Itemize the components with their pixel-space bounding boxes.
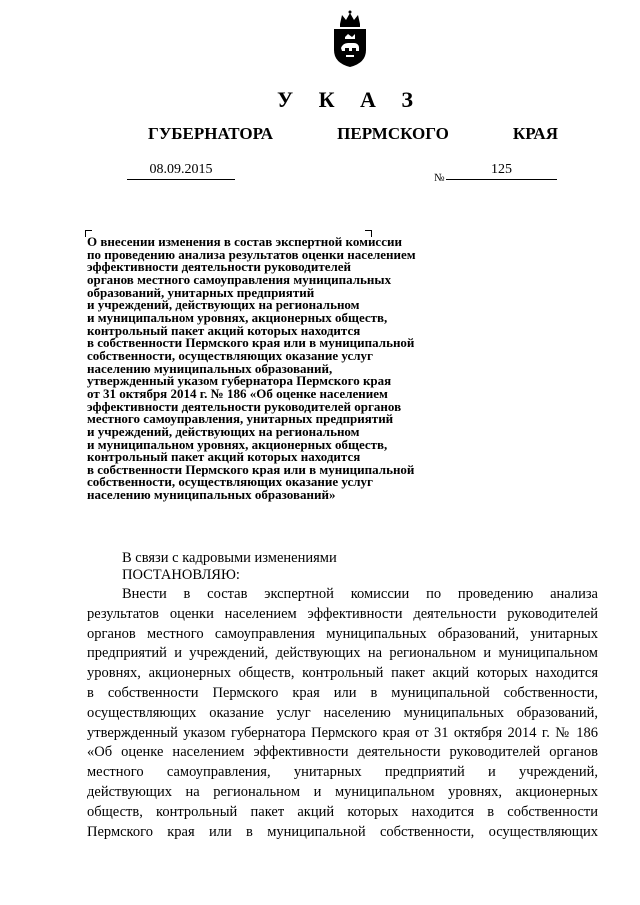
body-line: осуществляющих оказание услуг населению муниципальных образований, [87, 704, 598, 721]
body-line: обществ, контрольный пакет акций которых находится в собственности [87, 803, 598, 820]
heading-line: и учреждений, действующих на региональном [87, 297, 360, 313]
heading-line: образований, унитарных предприятий [87, 284, 315, 300]
heading-line: в собственности Пермского края или в муниципальной [87, 461, 415, 477]
heading-line: собственности, осуществляющих оказание услуг [87, 347, 373, 363]
body-line: предприятий и учреждений, действующих на региональном и муниципальном [87, 645, 598, 662]
heading-line: органов местного самоуправления муниципальных [87, 271, 392, 287]
heading-line: по проведению анализа результатов оценки населением [87, 246, 416, 262]
body-line: утвержденный указом губернатора Пермского края от 31 октября 2014 г. № 186 [87, 724, 598, 741]
heading-line: эффективности деятельности руководителей органов [87, 398, 402, 414]
document-subtitle: ГУБЕРНАТОРА ПЕРМСКОГО КРАЯ [148, 124, 558, 143]
body-line: результатов оценки населением эффективности деятельности руководителей [87, 605, 598, 622]
body-line: уровнях, акционерных обществ, контрольный пакет акций которых находится [87, 665, 598, 682]
coat-of-arms-icon [332, 10, 368, 68]
resolution-word: ПОСТАНОВЛЯЮ: [122, 567, 240, 583]
document-number: 125 [446, 162, 557, 180]
document-heading [87, 236, 487, 502]
heading-line: контрольный пакет акций которых находится [87, 322, 361, 338]
heading-line: и муниципальном уровнях, акционерных обществ, [87, 309, 388, 325]
heading-line: местного самоуправления, унитарных предприятий [87, 411, 394, 427]
body-line: действующих на региональном и муниципальном уровнях, акционерных [87, 783, 598, 800]
body-line: Внести в состав экспертной комиссии по проведению анализа [122, 586, 598, 602]
heading-line: контрольный пакет акций которых находится [87, 449, 361, 465]
body-line: местного самоуправления, унитарных предприятий и учреждений, [87, 764, 598, 781]
body-line: Пермского края или в муниципальной собственности, осуществляющих [87, 823, 598, 840]
document-body [87, 585, 598, 842]
heading-line: и учреждений, действующих на региональном [87, 423, 360, 439]
heading-line: в собственности Пермского края или в муниципальной [87, 335, 415, 351]
heading-line: собственности, осуществляющих оказание услуг [87, 474, 373, 490]
body-line: «Об оценке населением эффективности деятельности руководителей органов [87, 744, 598, 761]
body-line: в собственности Пермского края или в муниципальной собственности, [87, 684, 598, 701]
heading-line: от 31 октября 2014 г. № 186 «Об оценке населением [87, 385, 388, 401]
heading-line: населению муниципальных образований» [87, 487, 336, 503]
heading-line: утвержденный указом губернатора Пермского края [87, 373, 392, 389]
heading-line: населению муниципальных образований, [87, 360, 333, 376]
document-title: У К А З [276, 87, 424, 112]
body-line: органов местного самоуправления муниципальных образований, унитарных [87, 625, 598, 642]
lead-line: В связи с кадровыми изменениями [122, 550, 337, 566]
document-date: 08.09.2015 [127, 162, 235, 180]
number-label: № [434, 172, 445, 184]
heading-line: и муниципальном уровнях, акционерных обществ, [87, 436, 388, 452]
heading-line: О внесении изменения в состав экспертной комиссии [87, 234, 402, 249]
heading-line: эффективности деятельности руководителей [87, 259, 352, 275]
